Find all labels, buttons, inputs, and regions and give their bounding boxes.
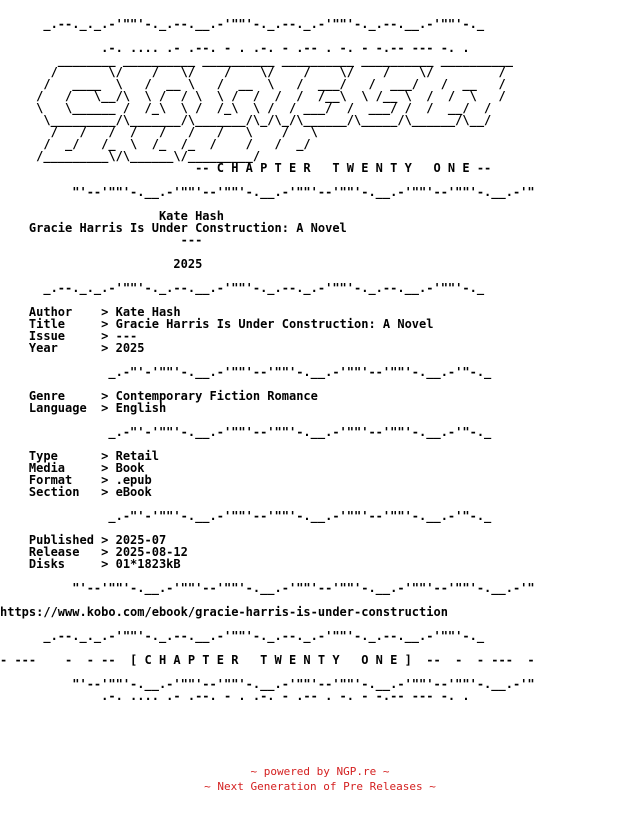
- chapter-banner-bottom: - --- - - -- [ C H A P T E R T W E N T Y O N E ] -- - - --- -: [0, 653, 535, 667]
- info-row: Year > 2025: [0, 341, 145, 355]
- ascii-logo-line: / ____ \ / __ \ / __ \ / ___/ / ___/ / __ /: [0, 77, 506, 91]
- info-row: Author > Kate Hash: [0, 305, 181, 319]
- header-author: Kate Hash: [0, 209, 224, 223]
- deco-border: _.--._._.-'""'-._.--.__.-'""'-._.--._.-'""'-._.--.__.-'""'-._: [0, 629, 485, 643]
- deco-border: "'--'""'-.__.-'""'--'""'-.__.-'""'--'""'-.__.-'""'--'""'-.__.-'": [0, 581, 535, 595]
- info-row: Title > Gracie Harris Is Under Construction: A Novel: [0, 317, 434, 331]
- release-url: https://www.kobo.com/ebook/gracie-harris-is-under-construction: [0, 605, 448, 619]
- nfo-text-block: [0, 18, 640, 702]
- deco-divider: _.-"'-'""'-.__.-'""'--'""'-.__.-'""'--'""'-.__.-'"-._: [0, 365, 492, 379]
- info-row: Format > .epub: [0, 473, 152, 487]
- deco-border: _.--._._.-'""'-._.--.__.-'""'-._.--._.-'""'-._.--.__.-'""'-._: [0, 281, 485, 295]
- chapter-twenty-one-banner: -- C H A P T E R T W E N T Y O N E --: [0, 161, 492, 175]
- footer-powered-by: ~ powered by NGP.re ~: [250, 765, 390, 778]
- deco-divider: _.-"'-'""'-.__.-'""'--'""'-.__.-'""'--'""'-.__.-'"-._: [0, 425, 492, 439]
- info-row: Genre > Contemporary Fiction Romance: [0, 389, 318, 403]
- header-year: 2025: [0, 257, 203, 271]
- info-row: Disks > 01*1823kB: [0, 557, 181, 571]
- footer: [0, 764, 640, 794]
- deco-border: "'--'""'-.__.-'""'--'""'-.__.-'""'--'""'-.__.-'""'--'""'-.__.-'": [0, 185, 535, 199]
- ascii-logo-line: /_________\/\______\/_________/: [0, 149, 261, 163]
- ascii-logo-line: ________ __________ __________ __________ __________ __________: [0, 53, 513, 67]
- deco-border: "'--'""'-.__.-'""'--'""'-.__.-'""'--'""'-.__.-'""'--'""'-.__.-'": [0, 677, 535, 691]
- ascii-logo-line: \_________/\_______/\_______/\_/\_/\______/\_____/\______/\__/: [0, 113, 492, 127]
- deco-border-top: _.--._._.-'""'-._.--.__.-'""'-._.--._.-'""'-._.--.__.-'""'-._: [0, 17, 485, 31]
- ascii-logo-line: / \/ / \/ / \/ / \/ / \/ /: [0, 65, 506, 79]
- info-row: Section > eBook: [0, 485, 152, 499]
- info-row: Media > Book: [0, 461, 145, 475]
- deco-divider: _.-"'-'""'-.__.-'""'--'""'-.__.-'""'--'""'-.__.-'"-._: [0, 509, 492, 523]
- info-row: Release > 2025-08-12: [0, 545, 188, 559]
- info-row: Type > Retail: [0, 449, 159, 463]
- morse-dots: .-. .... .- .--. - . .-. - .-- . -. - -.-- --- -. .: [0, 41, 470, 55]
- ascii-logo-line: / _/ /_ \ /_ /_ / / / _/: [0, 137, 311, 151]
- ascii-logo-line: \ \______ / /_\ \ / /_\ \ / / ___/ / ___/ / / __/ /: [0, 101, 492, 115]
- ascii-logo-line: / / / / / / / \ / \: [0, 125, 318, 139]
- info-row: Issue > ---: [0, 329, 138, 343]
- info-row: Language > English: [0, 401, 167, 415]
- info-row: Published > 2025-07: [0, 533, 167, 547]
- footer-tagline: ~ Next Generation of Pre Releases ~: [204, 780, 436, 793]
- morse-dots: .-. .... .- .--. - . .-. - .-- . -. - -.-- --- -. .: [0, 689, 470, 703]
- ascii-logo-line: / / \__/\ \ / / \ \ / / / / /__\ \ /__ \ / / \ /: [0, 89, 506, 103]
- header-title: Gracie Harris Is Under Construction: A Novel: [0, 221, 347, 235]
- header-underline: ---: [0, 233, 203, 247]
